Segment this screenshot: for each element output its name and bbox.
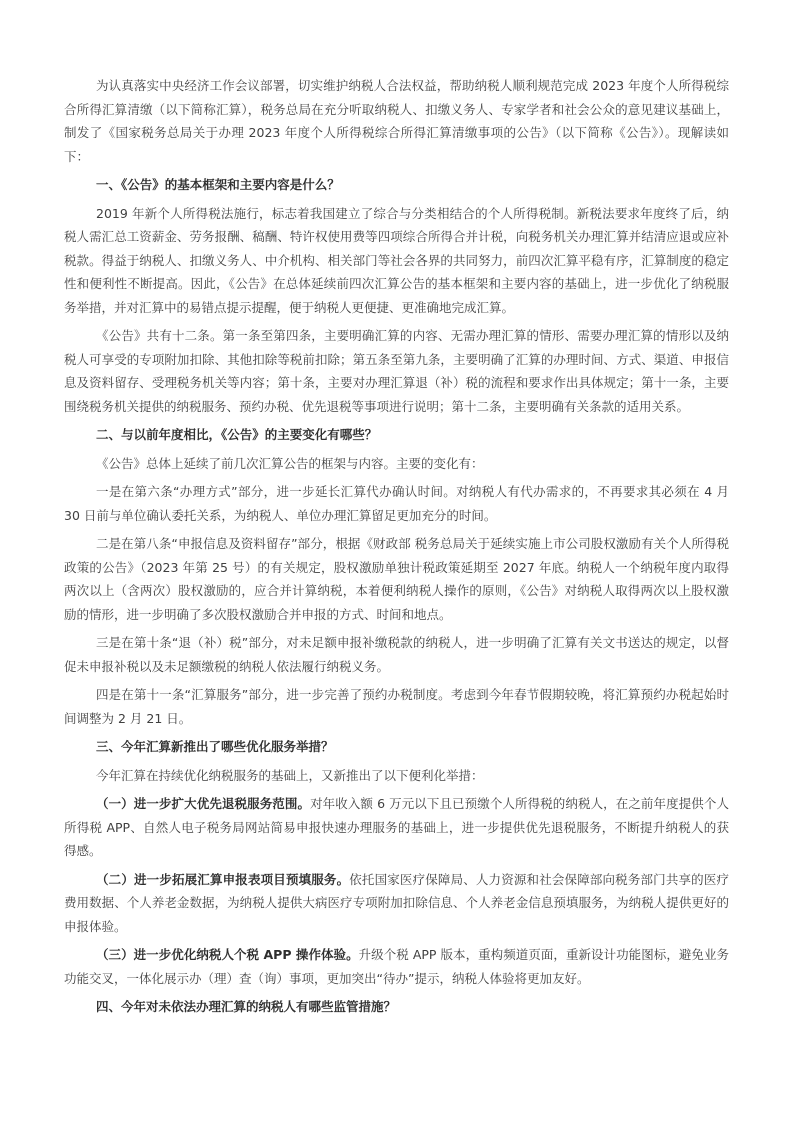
paragraph-measure-2 (64, 868, 729, 939)
paragraph-change-4: 四是在第十一条“汇算服务”部分，进一步完善了预约办税制度。考虑到今年春节假期较晚，将汇算预约办税起始时间调整为 2 月 21 日。 (64, 687, 729, 726)
section-heading-4: 四、今年对未依法办理汇算的纳税人有哪些监管措施？ (96, 999, 397, 1014)
paragraph-change-1: 一是在第六条“办理方式”部分，进一步延长汇算代办确认时间。对纳税人有代办需求的，不再要求其必须在 4 月 30 日前与单位确认委托关系，为纳税人、单位办理汇算留足更加充分的时间。 (64, 484, 729, 523)
paragraph-measure-3-text: 升级个税 APP 版本，重构频道页面，重新设计功能图标，避免业务功能交叉，一体化展示办（理）查（询）事项，更加突出“待办”提示，纳税人体验将更加友好。 (64, 947, 730, 986)
document-body (64, 74, 729, 1024)
paragraph-measure-1-text: 对年收入额 6 万元以下且已预缴个人所得税的纳税人，在之前年度提供个人所得税 APP、自然人电子税务局网站简易申报快速办理服务的基础上，进一步提供优先退税服务，不断提升纳税人的获得感。 (64, 796, 729, 858)
paragraph-change-3: 三是在第十条“退（补）税”部分，对未足额申报补缴税款的纳税人，进一步明确了汇算有关文书送达的规定，以督促未申报补税以及未足额缴税的纳税人依法履行纳税义务。 (64, 635, 729, 674)
paragraph-measure-1-lead: （一）进一步扩大优先退税服务范围。 (96, 796, 311, 811)
section-heading-2: 二、与以前年度相比，《公告》的主要变化有哪些？ (96, 427, 378, 442)
section-heading-3: 三、今年汇算新推出了哪些优化服务举措？ (96, 739, 334, 754)
paragraph-measure-3-lead: （三）进一步优化纳税人个税 APP 操作体验。 (96, 947, 359, 962)
paragraph-measure-2-text: 依托国家医疗保障局、人力资源和社会保障部向税务部门共享的医疗费用数据、个人养老金数据，为纳税人提供大病医疗专项附加扣除信息、个人养老金信息预填服务，为纳税人提供更好的申报体验。 (64, 871, 729, 934)
paragraph-measure-3 (64, 943, 729, 990)
paragraph-services-intro: 今年汇算在持续优化纳税服务的基础上，又新推出了以下便利化举措： (96, 767, 484, 783)
paragraph-change-2: 二是在第八条“申报信息及资料留存”部分，根据《财政部 税务总局关于延续实施上市公司股权激励有关个人所得税政策的公告》（2023 年第 25 号）的有关规定，股权激励单独计税政策延期至 2027 年底。纳税人一个纳税年度内取得两次以上（含两次）股权激励的，应合并计算纳税，本着便利纳税人操作的原则，《公告》对纳税人取得两次以上股权激励的情形，进一步明确了多次股权激励合并申报的方式、时间和地点。 (64, 536, 729, 622)
paragraph-intro: 为认真落实中央经济工作会议部署，切实维护纳税人合法权益，帮助纳税人顺利规范完成 2023 年度个人所得税综合所得汇算清缴（以下简称汇算），税务总局在充分听取纳税人、扣缴义务人、专家学者和社会公众的意见建议基础上，制发了《国家税务总局关于办理 2023 年度个人所得税综合所得汇算清缴事项的公告》（以下简称《公告》）。现解读如下： (64, 78, 729, 164)
paragraph-framework-history: 2019 年新个人所得税法施行，标志着我国建立了综合与分类相结合的个人所得税制。新税法要求年度终了后，纳税人需汇总工资薪金、劳务报酬、稿酬、特许权使用费等四项综合所得合并计税，向税务机关办理汇算并结清应退或应补税款。得益于纳税人、扣缴义务人、中介机构、相关部门等社会各界的共同努力，前四次汇算平稳有序，汇算制度的稳定性和便利性不断提高。因此，《公告》在总体延续前四次汇算公告的基本框架和主要内容的基础上，进一步优化了纳税服务举措，并对汇算中的易错点提示提醒，便于纳税人更便捷、更准确地完成汇算。 (64, 205, 729, 315)
section-heading-1: 一、《公告》的基本框架和主要内容是什么？ (96, 177, 340, 192)
paragraph-twelve-articles: 《公告》共有十二条。第一条至第四条，主要明确汇算的内容、无需办理汇算的情形、需要办理汇算的情形以及纳税人可享受的专项附加扣除、其他扣除等税前扣除；第五条至第九条，主要明确了汇算的办理时间、方式、渠道、申报信息及资料留存、受理税务机关等内容；第十条，主要对办理汇算退（补）税的流程和要求作出具体规定；第十一条，主要围绕税务机关提供的纳税服务、预约办税、优先退税等事项进行说明；第十二条，主要明确有关条款的适用关系。 (64, 328, 729, 414)
paragraph-measure-2-lead: （二）进一步拓展汇算申报表项目预填服务。 (96, 871, 350, 887)
paragraph-changes-intro: 《公告》总体上延续了前几次汇算公告的框架与内容。主要的变化有： (96, 455, 484, 471)
paragraph-measure-1 (64, 792, 729, 863)
